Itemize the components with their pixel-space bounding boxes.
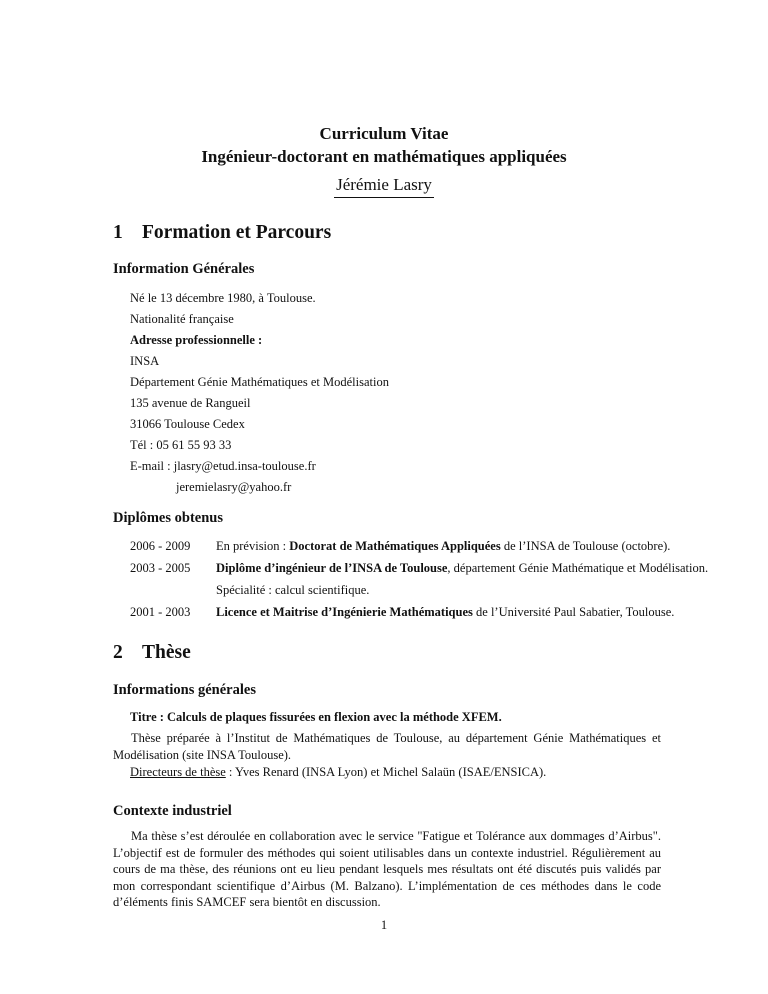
diploma-row <box>130 559 708 581</box>
thesis-directors <box>130 764 661 781</box>
email-secondary: jeremielasry@yahoo.fr <box>176 480 292 494</box>
document-subtitle: Ingénieur-doctorant en mathématiques appliquées <box>201 147 567 166</box>
thesis-description: Thèse préparée à l’Institut de Mathématiques de Toulouse, au département Génie Mathématiques et Modélisation (site INSA Toulouse). <box>113 731 661 762</box>
diploma-description: Licence et Maitrise d’Ingénierie Mathématiques de l’Université Paul Sabatier, Toulouse. <box>216 605 675 619</box>
diploma-row <box>130 581 708 603</box>
subsection-heading-diplomas: Diplômes obtenus <box>113 510 223 526</box>
page-number: 1 <box>380 918 388 932</box>
industrial-context-paragraph: Ma thèse s’est déroulée en collaboration avec le service "Fatigue et Tolérance aux dommages d’Airbus". L’objectif est de formuler des méthodes qui soient utilisables dans un contexte industriel. Régulièrement au cours de ma thèse, des réunions ont eu lieu pendant lesquels mes résultats ont été discutés puis validés par mon correspondant scientifique d’Airbus (M. Balzano). L’implémentation de ces méthodes dans le code d’éléments finis SAMCEF sera bientôt en discussion. <box>113 829 661 909</box>
author-name: Jérémie Lasry <box>334 174 434 198</box>
nationality: Nationalité française <box>130 312 234 326</box>
phone: Tél : 05 61 55 93 33 <box>130 438 232 452</box>
address-line: Département Génie Mathématiques et Modélisation <box>130 375 389 389</box>
diploma-description: En prévision : Doctorat de Mathématiques Appliquées de l’INSA de Toulouse (octobre). <box>216 539 671 553</box>
diploma-description: Spécialité : calcul scientifique. <box>216 583 370 597</box>
section-title: Thèse <box>142 642 191 663</box>
section-number: 1 <box>113 222 123 243</box>
address-line: 31066 Toulouse Cedex <box>130 417 245 431</box>
subsection-heading-thesis-info: Informations générales <box>113 682 256 698</box>
address-line: 135 avenue de Rangueil <box>130 396 251 410</box>
diploma-dates: 2003 - 2005 <box>130 561 191 575</box>
subsection-heading-industrial: Contexte industriel <box>113 803 232 819</box>
diploma-dates: 2006 - 2009 <box>130 539 191 553</box>
address-label: Adresse professionnelle : <box>130 333 263 347</box>
section-heading-formation <box>113 222 331 244</box>
address-line: INSA <box>130 354 160 368</box>
section-title: Formation et Parcours <box>142 222 332 243</box>
birth-info: Né le 13 décembre 1980, à Toulouse. <box>130 291 316 305</box>
general-info-list <box>130 288 389 498</box>
title-block <box>0 122 768 198</box>
diploma-row <box>130 603 708 625</box>
diploma-row <box>130 537 708 559</box>
thesis-title: Titre : Calculs de plaques fissurées en flexion avec la méthode XFEM. <box>130 710 502 724</box>
diploma-description: Diplôme d’ingénieur de l’INSA de Toulouse, département Génie Mathématique et Modélisation. <box>216 561 709 575</box>
email-primary: E-mail : jlasry@etud.insa-toulouse.fr <box>130 459 316 473</box>
diplomas-list <box>130 537 708 625</box>
directors-names: : Yves Renard (INSA Lyon) et Michel Salaün (ISAE/ENSICA). <box>225 765 547 779</box>
diploma-dates <box>130 581 216 603</box>
document-title: Curriculum Vitae <box>319 124 449 143</box>
section-heading-these <box>113 642 191 664</box>
diploma-dates: 2001 - 2003 <box>130 605 191 619</box>
section-number: 2 <box>113 642 123 663</box>
subsection-heading-general-info: Information Générales <box>113 261 255 277</box>
directors-label: Directeurs de thèse <box>130 765 226 779</box>
